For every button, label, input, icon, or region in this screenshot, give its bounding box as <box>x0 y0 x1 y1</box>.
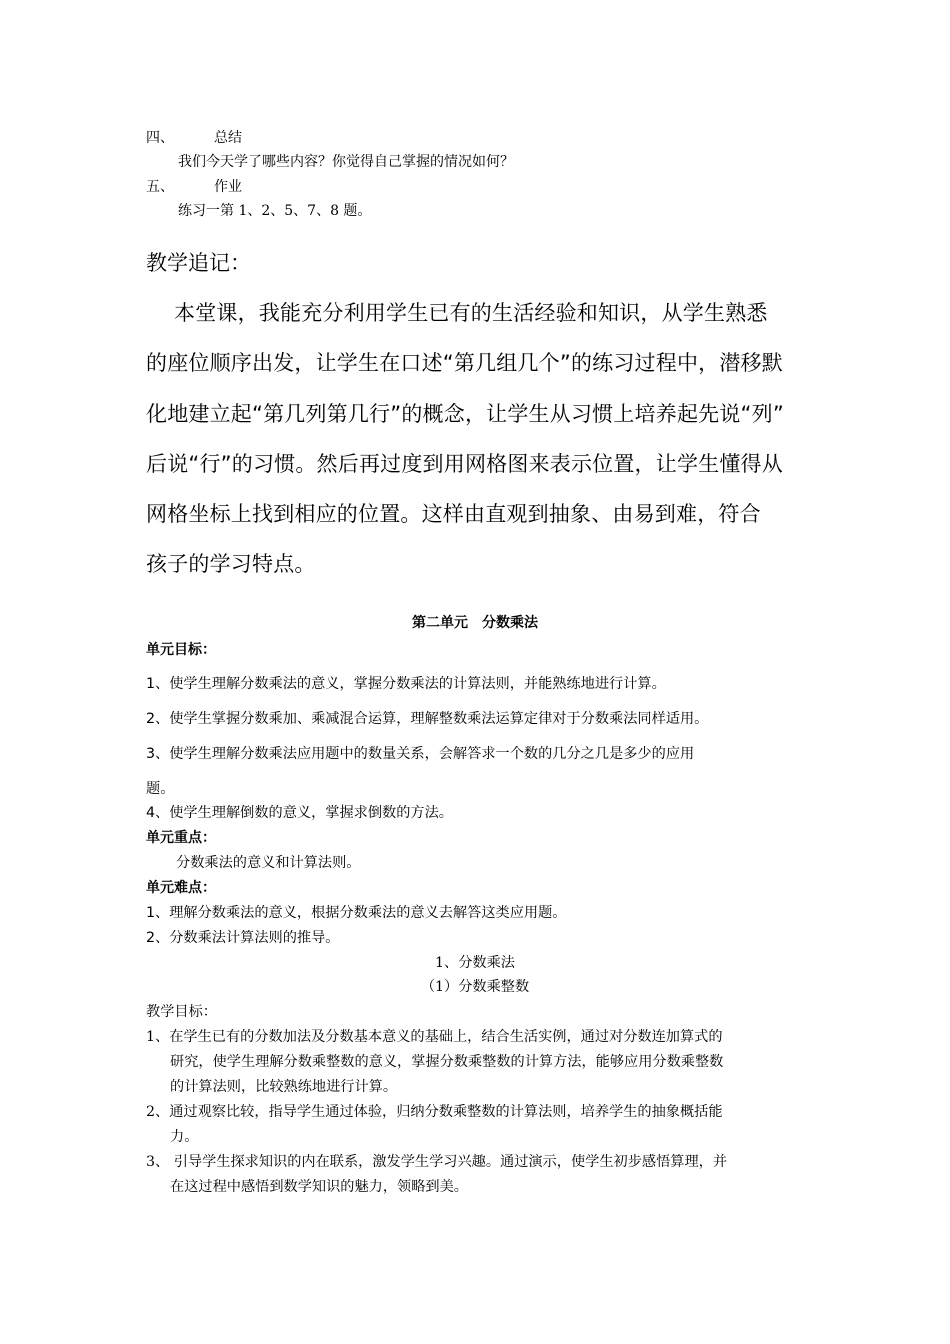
lesson-goal-line: 的计算法则，比较熟练地进行计算。 <box>170 1079 398 1095</box>
unit-difficult-item: 1、理解分数乘法的意义，根据分数乘法的意义去解答这类应用题。 <box>146 905 567 921</box>
summary-title: 总结 <box>214 130 242 146</box>
reflection-title: 教学追记： <box>146 251 251 275</box>
lesson-subtitle: （1）分数乘整数 <box>420 979 530 995</box>
reflection-line: 孩子的学习特点。 <box>146 552 316 576</box>
lesson-goal-line: 3、 引导学生探求知识的内在联系，激发学生学习兴趣。通过演示，使学生初步感悟算理，并 <box>146 1154 728 1170</box>
lesson-goal-line: 1、在学生已有的分数加法及分数基本意义的基础上，结合生活实例，通过对分数连加算式的 <box>146 1029 723 1045</box>
reflection-line: 网格坐标上找到相应的位置。这样由直观到抽象、由易到难，符合 <box>146 502 761 526</box>
reflection-line: 的座位顺序出发，让学生在口述“第几组几个”的练习过程中，潜移默 <box>146 351 783 375</box>
lesson-goal-line: 研究，使学生理解分数乘整数的意义，掌握分数乘整数的计算方法，能够应用分数乘整数 <box>170 1054 724 1070</box>
summary-heading <box>146 128 242 148</box>
reflection-line: 化地建立起“第几列第几行”的概念，让学生从习惯上培养起先说“列” <box>146 402 784 426</box>
unit-difficult-heading: 单元难点： <box>146 880 216 896</box>
unit-goal-item: 4、使学生理解倒数的意义，掌握求倒数的方法。 <box>146 805 453 821</box>
homework-heading <box>146 177 242 197</box>
lesson-goal-line: 在这过程中感悟到数学知识的魅力，领略到美。 <box>170 1179 468 1195</box>
unit-key-body: 分数乘法的意义和计算法则。 <box>176 855 361 871</box>
summary-body: 我们今天学了哪些内容？你觉得自己掌握的情况如何？ <box>178 154 514 170</box>
reflection-line: 本堂课，我能充分利用学生已有的生活经验和知识，从学生熟悉 <box>174 301 768 325</box>
reflection-line: 后说“行”的习惯。然后再过度到用网格图来表示位置，让学生懂得从 <box>146 452 783 476</box>
homework-body: 练习一第 1、2、5、7、8 题。 <box>178 203 372 219</box>
unit-difficult-item: 2、分数乘法计算法则的推导。 <box>146 930 340 946</box>
unit-key-heading: 单元重点： <box>146 830 216 846</box>
lesson-goals-heading: 教学目标： <box>146 1004 217 1020</box>
unit-goal-item: 2、使学生掌握分数乘加、乘减混合运算，理解整数乘法运算定律对于分数乘法同样适用。 <box>146 711 709 727</box>
unit-title: 第二单元 分数乘法 <box>412 615 538 631</box>
lesson-goal-line: 力。 <box>170 1129 199 1145</box>
summary-number: 四、 <box>146 130 174 146</box>
homework-title: 作业 <box>214 179 242 195</box>
lesson-goal-line: 2、通过观察比较，指导学生通过体验，归纳分数乘整数的计算法则，培养学生的抽象概括能 <box>146 1104 723 1120</box>
unit-goal-item: 1、使学生理解分数乘法的意义，掌握分数乘法的计算法则，并能熟练地进行计算。 <box>146 676 666 692</box>
lesson-title: 1、分数乘法 <box>435 955 515 971</box>
homework-number: 五、 <box>146 179 174 195</box>
unit-goal-item: 题。 <box>146 781 175 797</box>
unit-goals-heading: 单元目标： <box>146 642 216 658</box>
unit-goal-item: 3、使学生理解分数乘法应用题中的数量关系，会解答求一个数的几分之几是多少的应用 <box>146 746 695 762</box>
